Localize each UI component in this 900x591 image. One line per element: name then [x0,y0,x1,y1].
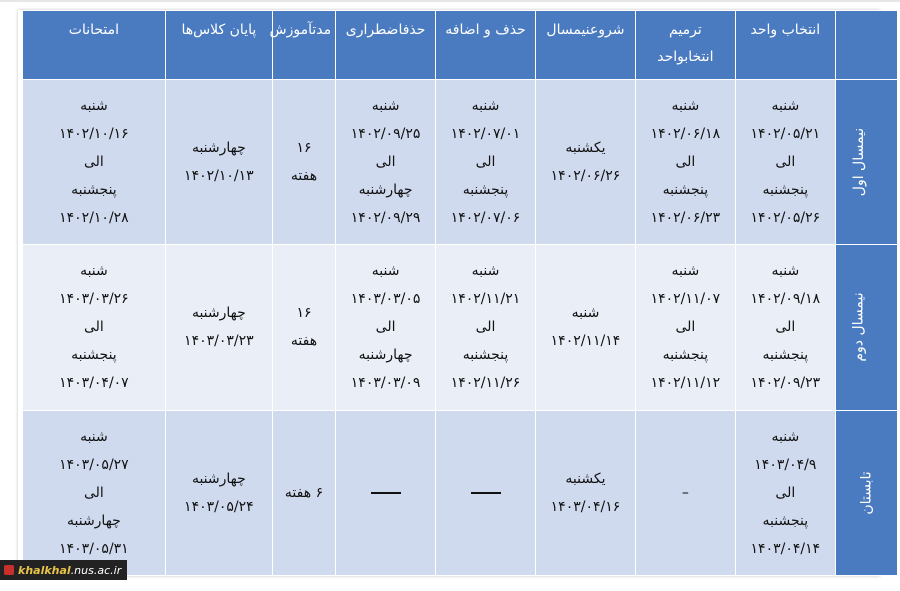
watermark-domain: .nus.ac.ir [70,563,122,577]
header-semester-start: شروعنیمسال [535,11,635,80]
site-logo-icon [4,565,14,575]
row-summer [23,410,898,575]
header-add-drop: ترمیم انتخابواحد [635,11,735,80]
classes-end-cell: چهارشنبه ۱۴۰۳/۰۳/۲۳ [165,245,272,410]
header-duration: مدتآموزش [272,11,335,80]
add-remove-cell: شنبه ۱۴۰۲/۰۷/۰۱ الی پنجشنبه ۱۴۰۲/۰۷/۰۶ [436,80,536,245]
header-row [23,11,898,80]
classes-end-cell: چهارشنبه ۱۴۰۳/۰۵/۲۴ [165,410,272,575]
add-drop-cell [635,410,735,575]
top-border [0,0,900,2]
semester-start-cell: یکشنبه ۱۴۰۲/۰۶/۲۶ [535,80,635,245]
add-remove-cell: شنبه ۱۴۰۲/۱۱/۲۱ الی پنجشنبه ۱۴۰۲/۱۱/۲۶ [436,245,536,410]
classes-end-cell: چهارشنبه ۱۴۰۲/۱۰/۱۳ [165,80,272,245]
header-add-remove: حذف و اضافه [436,11,536,80]
duration-cell: ۱۶ هفته [272,80,335,245]
header-unit-selection: انتخاب واحد [735,11,835,80]
emergency-drop-cell: شنبه ۱۴۰۲/۰۹/۲۵ الی چهارشنبه ۱۴۰۲/۰۹/۲۹ [336,80,436,245]
row-label: تابستان [835,410,897,575]
header-corner [835,11,897,80]
calendar-frame [18,10,880,576]
duration-cell: ۶ هفته [272,410,335,575]
semester-start-cell: یکشنبه ۱۴۰۳/۰۴/۱۶ [535,410,635,575]
exams-cell: شنبه ۱۴۰۳/۰۵/۲۷ الی چهارشنبه ۱۴۰۳/۰۵/۳۱ [23,410,166,575]
unit-selection-cell: شنبه ۱۴۰۳/۰۴/۹ الی پنجشنبه ۱۴۰۳/۰۴/۱۴ [735,410,835,575]
header-classes-end: پایان کلاس‌ها [165,11,272,80]
exams-cell: شنبه ۱۴۰۲/۱۰/۱۶ الی پنجشنبه ۱۴۰۲/۱۰/۲۸ [23,80,166,245]
unit-selection-cell: شنبه ۱۴۰۲/۰۵/۲۱ الی پنجشنبه ۱۴۰۲/۰۵/۲۶ [735,80,835,245]
duration-cell: ۱۶ هفته [272,245,335,410]
row-first-semester [23,80,898,245]
watermark-prefix: khalkhal [18,563,71,577]
site-watermark [0,560,127,580]
add-remove-cell [436,410,536,575]
academic-calendar-table [22,10,898,576]
row-label: نیمسال دوم [835,245,897,410]
header-emergency-drop: حذفاضطراری [336,11,436,80]
short-dash: – [681,484,689,501]
long-dash [371,492,401,494]
add-drop-cell: شنبه ۱۴۰۲/۱۱/۰۷ الی پنجشنبه ۱۴۰۲/۱۱/۱۲ [635,245,735,410]
emergency-drop-cell: شنبه ۱۴۰۳/۰۳/۰۵ الی چهارشنبه ۱۴۰۳/۰۳/۰۹ [336,245,436,410]
emergency-drop-cell [336,410,436,575]
semester-start-cell: شنبه ۱۴۰۲/۱۱/۱۴ [535,245,635,410]
add-drop-cell: شنبه ۱۴۰۲/۰۶/۱۸ الی پنجشنبه ۱۴۰۲/۰۶/۲۳ [635,80,735,245]
row-label: نیمسال اول [835,80,897,245]
row-second-semester [23,245,898,410]
exams-cell: شنبه ۱۴۰۳/۰۳/۲۶ الی پنجشنبه ۱۴۰۳/۰۴/۰۷ [23,245,166,410]
unit-selection-cell: شنبه ۱۴۰۲/۰۹/۱۸ الی پنجشنبه ۱۴۰۲/۰۹/۲۳ [735,245,835,410]
header-exams: امتحانات [23,11,166,80]
long-dash [471,492,501,494]
